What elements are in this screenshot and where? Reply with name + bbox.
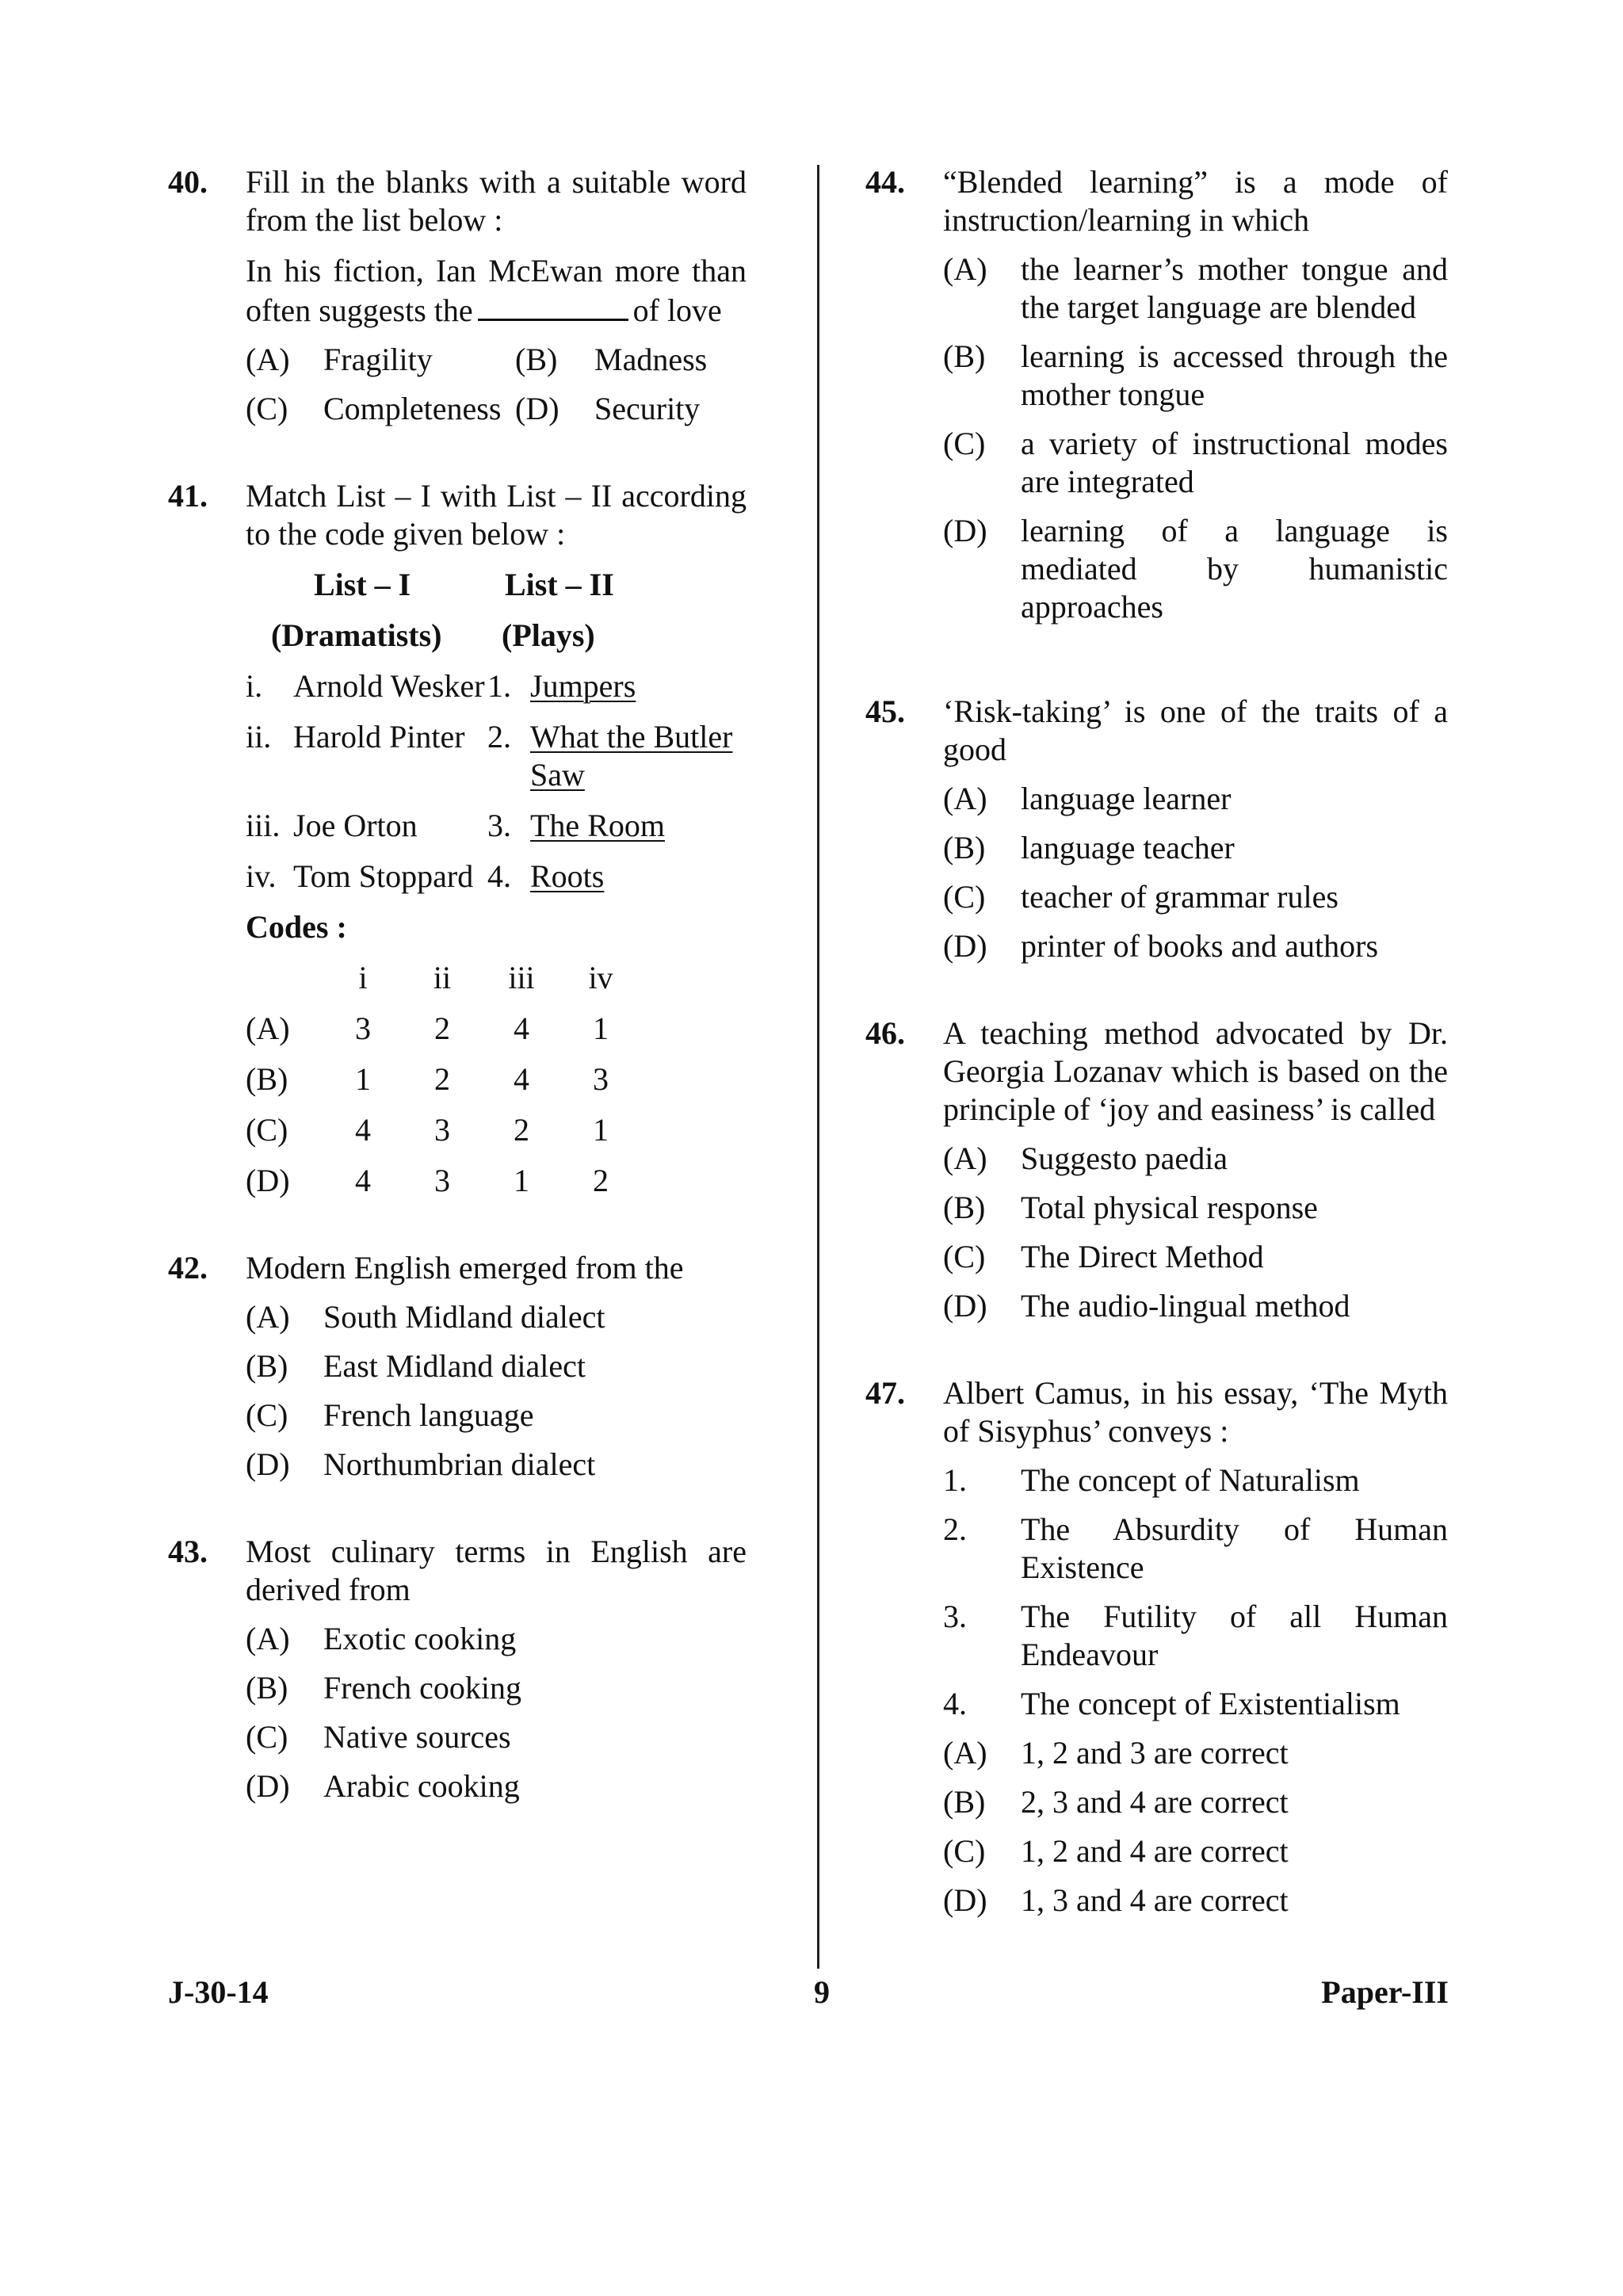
option-label: (D) xyxy=(246,1163,290,1198)
option-d[interactable] xyxy=(246,1446,747,1484)
statement-label: 3. xyxy=(943,1599,967,1634)
list-2-item xyxy=(487,858,747,896)
option-text: Arabic cooking xyxy=(323,1768,520,1804)
code-value: 3 xyxy=(434,1112,450,1148)
list-2-subheading: (Plays) xyxy=(502,617,595,653)
item-text: Tom Stoppard xyxy=(293,858,474,894)
match-row xyxy=(246,807,747,845)
item-number: 1. xyxy=(487,668,511,704)
question-number: 41. xyxy=(168,478,208,514)
option-text: East Midland dialect xyxy=(323,1348,586,1384)
match-row xyxy=(246,858,747,896)
option-label: (A) xyxy=(246,1621,290,1656)
option-text: printer of books and authors xyxy=(1021,928,1379,964)
question-46 xyxy=(865,1014,1448,1325)
statement-4 xyxy=(943,1685,1448,1723)
option-c[interactable] xyxy=(943,425,1448,501)
option-label: (A) xyxy=(943,1140,987,1176)
statement-text: The concept of Existentialism xyxy=(1021,1686,1400,1721)
option-a[interactable] xyxy=(246,1620,747,1658)
option-text: Completeness xyxy=(323,391,502,426)
statement-3 xyxy=(943,1598,1448,1674)
option-text: language learner xyxy=(1021,781,1232,816)
left-column xyxy=(168,163,747,1805)
question-number: 40. xyxy=(168,164,208,200)
option-label: (C) xyxy=(246,1719,288,1755)
options-row-1 xyxy=(246,341,747,379)
option-label: (B) xyxy=(943,830,986,865)
option-label: (C) xyxy=(246,1112,288,1148)
question-number: 46. xyxy=(865,1015,905,1051)
list-1-heading: List – I xyxy=(314,567,411,602)
option-label: (A) xyxy=(246,1010,290,1046)
statement-label: 4. xyxy=(943,1686,967,1721)
list-2-item xyxy=(487,667,747,705)
option-label: (B) xyxy=(515,342,558,377)
statement-2 xyxy=(943,1511,1448,1587)
code-value: 4 xyxy=(514,1010,529,1046)
option-label: (D) xyxy=(943,928,987,964)
item-number: 2. xyxy=(487,719,511,755)
option-text: the learner’s mother tongue and the target language are blended xyxy=(1021,251,1448,325)
code-value: 1 xyxy=(355,1061,371,1097)
statement-label: 2. xyxy=(943,1511,967,1547)
option-c[interactable] xyxy=(246,390,515,428)
option-label: (A) xyxy=(943,1735,987,1771)
item-number: i. xyxy=(246,668,263,704)
item-number: 3. xyxy=(487,808,511,843)
page-number: 9 xyxy=(814,1974,830,2010)
option-text: 2, 3 and 4 are correct xyxy=(1021,1784,1289,1820)
option-c[interactable] xyxy=(943,1238,1448,1276)
option-text: language teacher xyxy=(1021,830,1235,865)
option-b[interactable] xyxy=(246,1669,747,1707)
question-number: 45. xyxy=(865,693,905,729)
option-a[interactable] xyxy=(943,780,1448,818)
option-b[interactable] xyxy=(943,829,1448,867)
question-stem-blank xyxy=(246,252,747,330)
list-1-subheading: (Dramatists) xyxy=(271,617,442,653)
code-value: 2 xyxy=(593,1163,609,1198)
list-2-item xyxy=(487,718,747,794)
list-1-item xyxy=(246,858,487,896)
question-stem: “Blended learning” is a mode of instruction/learning in which xyxy=(943,164,1448,238)
option-label: (C) xyxy=(943,1833,986,1869)
question-stem: Most culinary terms in English are derived from xyxy=(246,1534,747,1607)
option-label: (A) xyxy=(943,251,987,287)
option-a[interactable] xyxy=(943,1140,1448,1178)
code-value: 2 xyxy=(514,1112,529,1148)
question-stem: Modern English emerged from the xyxy=(246,1250,684,1286)
option-c[interactable] xyxy=(246,1396,747,1435)
option-text: 1, 2 and 3 are correct xyxy=(1021,1735,1289,1771)
option-label: (B) xyxy=(943,1784,986,1820)
option-label: (C) xyxy=(943,426,986,461)
option-c[interactable] xyxy=(943,878,1448,916)
question-number: 44. xyxy=(865,164,905,200)
code-value: 3 xyxy=(434,1163,450,1198)
option-text: South Midland dialect xyxy=(323,1299,605,1335)
code-col-head: ii xyxy=(433,960,452,995)
option-text: The audio-lingual method xyxy=(1021,1288,1350,1324)
question-45 xyxy=(865,693,1448,965)
option-d[interactable] xyxy=(246,1162,747,1200)
option-c[interactable] xyxy=(246,1111,747,1149)
match-row xyxy=(246,667,747,705)
item-number: iv. xyxy=(246,858,277,894)
code-value: 1 xyxy=(593,1010,609,1046)
stem-part-1: In his fiction, Ian McEwan more than often suggests the xyxy=(246,253,747,328)
option-label: (D) xyxy=(515,391,559,426)
item-number: ii. xyxy=(246,719,272,755)
list-2-item xyxy=(487,807,747,845)
match-row xyxy=(246,718,747,794)
option-a[interactable] xyxy=(246,1298,747,1336)
paper-label: Paper-III xyxy=(1321,1974,1449,2010)
option-label: (B) xyxy=(943,1190,986,1225)
option-d[interactable] xyxy=(943,1287,1448,1325)
statement-text: The concept of Naturalism xyxy=(1021,1462,1360,1498)
option-text: Suggesto paedia xyxy=(1021,1140,1228,1176)
item-number: iii. xyxy=(246,808,281,843)
item-text: Joe Orton xyxy=(293,808,418,843)
question-40 xyxy=(168,163,747,428)
option-a[interactable] xyxy=(943,1734,1448,1772)
match-list-headings xyxy=(246,566,747,604)
question-stem: Fill in the blanks with a suitable word from the list below : xyxy=(246,164,747,238)
option-text: French language xyxy=(323,1397,534,1433)
code-value: 3 xyxy=(355,1010,371,1046)
option-text: a variety of instructional modes are integrated xyxy=(1021,426,1448,499)
list-2-heading: List – II xyxy=(505,567,614,602)
option-text: Total physical response xyxy=(1021,1190,1318,1225)
option-b[interactable] xyxy=(246,1060,747,1098)
option-a[interactable] xyxy=(246,341,515,379)
code-value: 2 xyxy=(434,1010,450,1046)
item-text: Roots xyxy=(530,858,605,894)
codes-header-row xyxy=(246,959,747,997)
code-col-head: iii xyxy=(508,960,535,995)
code-col-head: iv xyxy=(588,960,613,995)
option-label: (A) xyxy=(943,781,987,816)
right-column xyxy=(865,163,1448,1920)
option-text: Native sources xyxy=(323,1719,511,1755)
option-text: Madness xyxy=(594,342,708,377)
option-label: (B) xyxy=(246,1061,288,1097)
option-label: (D) xyxy=(943,1882,987,1918)
question-stem: A teaching method advocated by Dr. Georgia Lozanav which is based on the principle of ‘joy and easiness’ is called xyxy=(943,1015,1448,1127)
option-label: (C) xyxy=(943,879,986,915)
code-value: 1 xyxy=(514,1163,529,1198)
option-c[interactable] xyxy=(246,1718,747,1756)
question-stem: Match List – I with List – II according to the code given below : xyxy=(246,478,747,552)
option-label: (C) xyxy=(943,1239,986,1274)
question-44 xyxy=(865,163,1448,626)
code-value: 3 xyxy=(593,1061,609,1097)
item-text: The Room xyxy=(530,808,665,843)
question-41 xyxy=(168,477,747,1200)
question-number: 42. xyxy=(168,1250,208,1286)
option-label: (B) xyxy=(246,1670,288,1706)
option-text: learning is accessed through the mother tongue xyxy=(1021,338,1448,412)
option-label: (A) xyxy=(246,342,290,377)
option-d[interactable] xyxy=(943,1881,1448,1920)
question-number: 43. xyxy=(168,1534,208,1569)
stem-part-2: of love xyxy=(632,292,722,328)
code-value: 4 xyxy=(355,1112,371,1148)
item-text: Harold Pinter xyxy=(293,719,465,755)
option-b[interactable] xyxy=(943,1783,1448,1821)
option-text: learning of a language is mediated by humanistic approaches xyxy=(1021,513,1448,625)
code-value: 2 xyxy=(434,1061,450,1097)
option-text: Northumbrian dialect xyxy=(323,1446,596,1482)
option-text: teacher of grammar rules xyxy=(1021,879,1338,915)
option-d[interactable] xyxy=(943,927,1448,965)
codes-title: Codes : xyxy=(246,909,347,945)
paper-code: J-30-14 xyxy=(168,1974,269,2010)
list-1-item xyxy=(246,807,487,845)
item-text: What the Butler Saw xyxy=(530,719,733,793)
option-a[interactable] xyxy=(246,1010,747,1048)
option-c[interactable] xyxy=(943,1832,1448,1870)
option-label: (D) xyxy=(943,513,987,548)
option-label: (B) xyxy=(246,1348,288,1384)
code-value: 4 xyxy=(514,1061,529,1097)
statement-1 xyxy=(943,1461,1448,1499)
item-text: Arnold Wesker xyxy=(293,668,485,704)
option-d[interactable] xyxy=(515,390,747,428)
option-text: Exotic cooking xyxy=(323,1621,517,1656)
item-number: 4. xyxy=(487,858,511,894)
item-text: Jumpers xyxy=(530,668,636,704)
code-value: 1 xyxy=(593,1112,609,1148)
option-label: (C) xyxy=(246,391,288,426)
option-text: The Direct Method xyxy=(1021,1239,1264,1274)
options-row-2 xyxy=(246,390,747,428)
option-text: 1, 3 and 4 are correct xyxy=(1021,1882,1289,1918)
fill-blank xyxy=(478,290,628,321)
option-text: 1, 2 and 4 are correct xyxy=(1021,1833,1289,1869)
option-text: Security xyxy=(594,391,701,426)
option-text: Fragility xyxy=(323,342,433,377)
code-value: 4 xyxy=(355,1163,371,1198)
option-text: French cooking xyxy=(323,1670,521,1706)
question-42 xyxy=(168,1249,747,1484)
question-number: 47. xyxy=(865,1375,905,1411)
option-label: (D) xyxy=(943,1288,987,1324)
code-col-head: i xyxy=(358,960,368,995)
option-d[interactable] xyxy=(943,512,1448,626)
option-b[interactable] xyxy=(943,338,1448,414)
option-label: (B) xyxy=(943,338,986,374)
question-47 xyxy=(865,1374,1448,1920)
list-1-item xyxy=(246,667,487,705)
question-stem: Albert Camus, in his essay, ‘The Myth of Sisyphus’ conveys : xyxy=(943,1375,1448,1449)
question-43 xyxy=(168,1533,747,1805)
statement-text: The Futility of all Human Endeavour xyxy=(1021,1599,1448,1672)
option-label: (D) xyxy=(246,1768,290,1804)
statement-text: The Absurdity of Human Existence xyxy=(1021,1511,1448,1585)
option-d[interactable] xyxy=(246,1767,747,1805)
statement-label: 1. xyxy=(943,1462,967,1498)
option-b[interactable] xyxy=(246,1347,747,1385)
option-b[interactable] xyxy=(943,1189,1448,1227)
column-divider xyxy=(817,165,819,1969)
option-a[interactable] xyxy=(943,250,1448,327)
option-label: (A) xyxy=(246,1299,290,1335)
option-label: (C) xyxy=(246,1397,288,1433)
option-label: (D) xyxy=(246,1446,290,1482)
list-1-item xyxy=(246,718,487,794)
question-stem: ‘Risk-taking’ is one of the traits of a good xyxy=(943,693,1448,767)
option-b[interactable] xyxy=(515,341,747,379)
match-list-subheadings xyxy=(246,617,747,655)
